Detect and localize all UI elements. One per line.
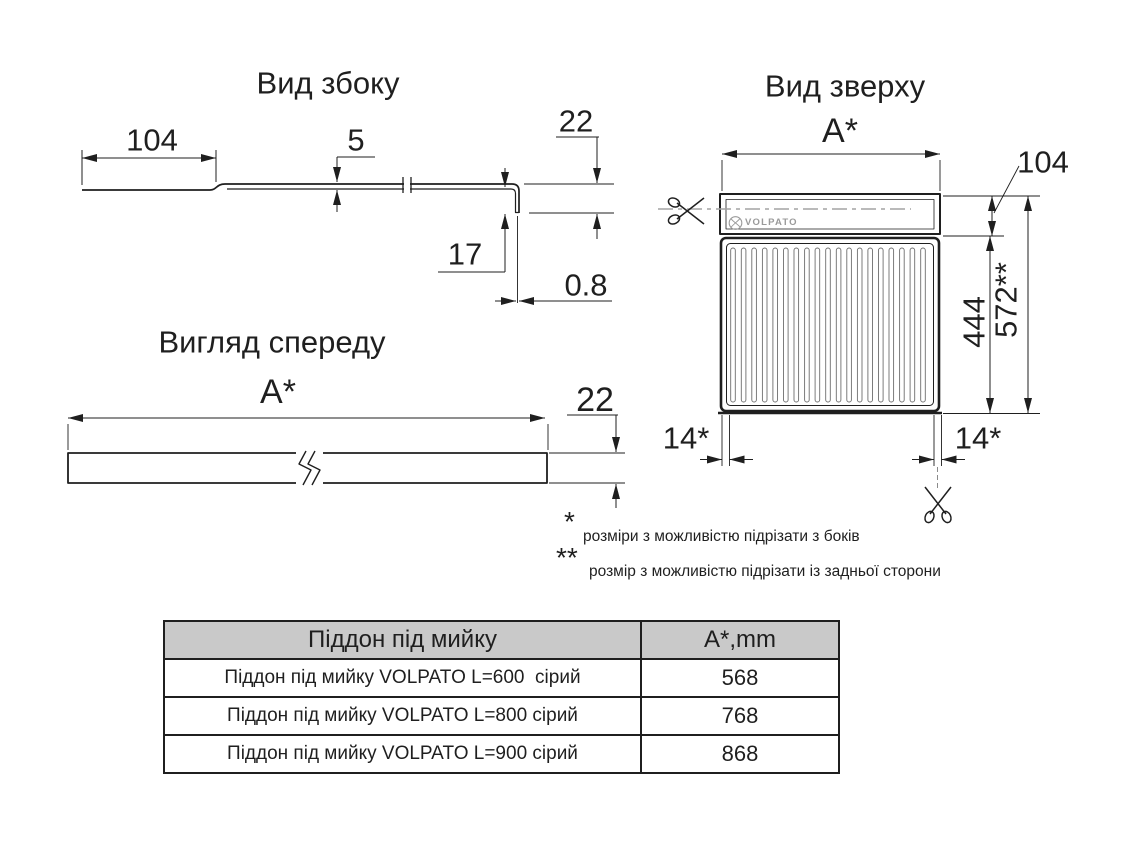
front-view-drawing [68,415,625,508]
product-dimension-value: 768 [641,697,839,735]
side-view-drawing [82,137,614,303]
top-dim-104-label: 104 [1017,144,1069,180]
scissors-icon-bottom [923,487,953,524]
side-dim-17-label: 17 [447,236,483,272]
footnote-text-2: розмір з можливістю підрізати із задньої сторони [589,563,941,580]
product-name: Піддон під мийку VOLPATO L=600 сірий [164,659,641,697]
front-dim22-extensions [549,453,625,483]
side-profile-inner [227,189,519,213]
table-header-dimension: A*,mm [641,621,839,659]
break-gap [404,181,410,193]
product-dimension-value: 568 [641,659,839,697]
table-row [164,735,839,773]
front-dim-22-label: 22 [576,381,614,419]
front-break-gap [296,451,323,485]
dim14-left-extensions [722,415,730,466]
side-profile-outer [82,184,519,213]
dim22-extensions [524,184,614,213]
footnote-marker-2: ** [556,542,578,573]
side-dim-104-label: 104 [126,122,178,158]
product-name: Піддон під мийку VOLPATO L=800 сірий [164,697,641,735]
top-dimA-extensions [722,160,940,191]
front-view-title: Вигляд спереду [158,324,386,360]
top-dim104-leader [994,166,1019,213]
top-view-title: Вид зверху [764,68,926,104]
top-dim-444-label: 444 [956,296,992,348]
product-dimension-value: 868 [641,735,839,773]
top-dim-572-label: 572** [988,262,1024,338]
front-dim-a-label: A* [260,373,296,411]
table-row [164,659,839,697]
top-dim-a-label: A* [822,112,858,150]
product-dimension-table [163,620,840,774]
table-header-row [164,621,839,659]
side-view-title: Вид збоку [256,65,400,101]
side-dim-08-label: 0.8 [564,267,608,303]
footnote-marker-1: * [564,506,575,537]
dim14-right-extensions [934,415,942,466]
tray-back-band [720,194,940,234]
volpato-logo-text: VOLPATO [745,217,798,228]
table-header-product: Піддон під мийку [164,621,641,659]
product-name: Піддон під мийку VOLPATO L=900 сірий [164,735,641,773]
scissors-icon-left [667,196,704,226]
side-dim-22-label: 22 [558,103,594,139]
table-row [164,697,839,735]
footnote-text-1: розміри з можливістю підрізати з боків [583,528,860,545]
front-dimA-extensions [68,424,548,450]
side-dim-5-label: 5 [347,122,365,158]
top-dim-14-right-label: 14* [954,420,1002,456]
top-dim-14-left-label: 14* [662,420,710,456]
